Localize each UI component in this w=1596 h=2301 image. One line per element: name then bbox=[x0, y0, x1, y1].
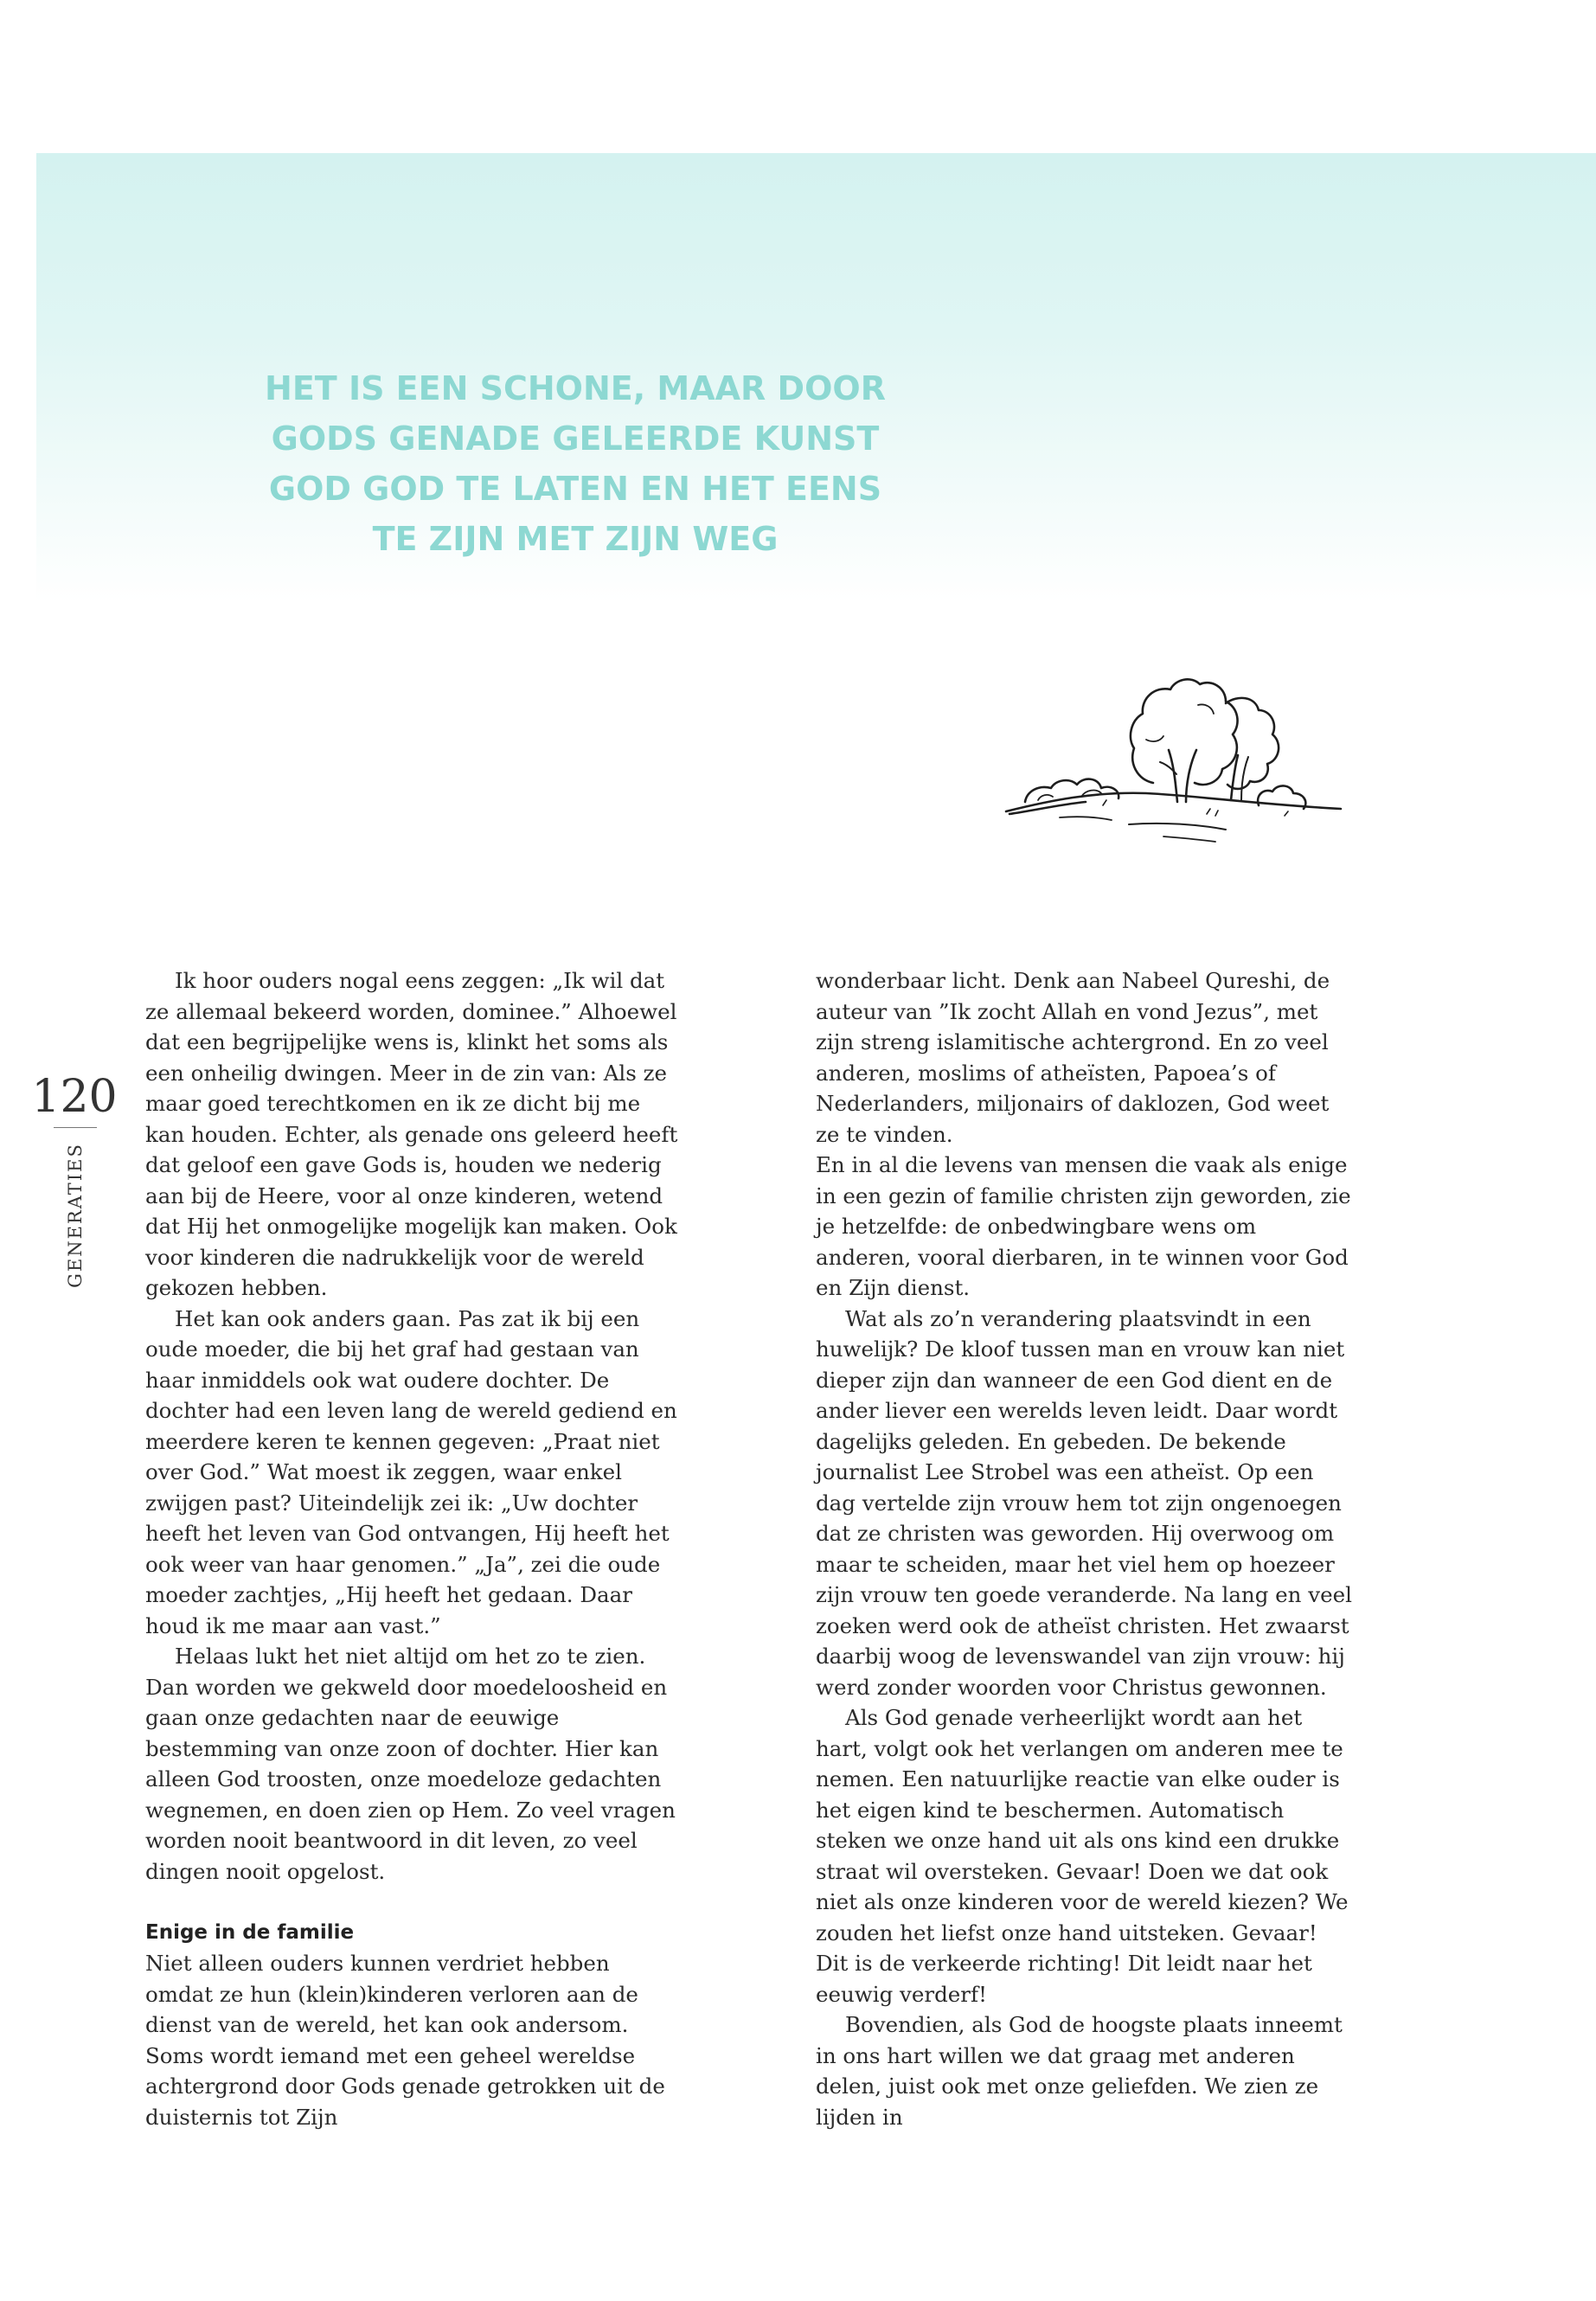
paragraph: Bovendien, als God de hoogste plaats inneemt in ons hart willen we dat graag met anderen delen, juist ook met onze geliefden. We zien ze lijden in bbox=[816, 2012, 1343, 2130]
page-number: 120 bbox=[31, 1071, 118, 1123]
paragraph: Niet alleen ouders kunnen verdriet hebben omdat ze hun (klein)kinderen verloren aan de dienst van de wereld, het kan ook andersom. Soms wordt iemand met een geheel wereldse achtergrond door Gods genade getrokken uit de duisternis tot Zijn bbox=[145, 1951, 665, 2130]
paragraph: wonderbaar licht. Denk aan Nabeel Qureshi, de auteur van ”Ik zocht Allah en vond Jezus”, met zijn streng islamitische achtergrond. En zo veel anderen, moslims of atheïsten, Papoea’s of Nederlanders, miljonairs of daklozen, God weet ze te vinden. bbox=[816, 968, 1330, 1147]
paragraph: Wat als zo’n verandering plaatsvindt in een huwelijk? De kloof tussen man en vrouw kan niet dieper zijn dan wanneer de een God dient en de ander liever een werelds leven leidt. Daar wordt dagelijks geleden. En gebeden. De bekende journalist Lee Strobel was een atheïst. Op een dag vertelde zijn vrouw hem tot zijn ongenoegen dat ze christen was geworden. Hij overwoog om maar te scheiden, maar het viel hem op hoezeer zijn vrouw ten goede veranderde. Na lang en veel zoeken werd ook de atheïst christen. Het zwaarst daarbij woog de levenswandel van zijn vrouw: hij werd zonder woorden voor Christus gewonnen. bbox=[816, 1305, 1352, 1700]
pull-quote-line: TE ZIJN MET ZIJN WEG bbox=[372, 520, 779, 558]
paragraph: Als God genade verheerlijkt wordt aan het hart, volgt ook het verlangen om anderen mee te nemen. Een natuurlijke reactie van elke ouder is het eigen kind te beschermen. Automatisch steken we onze hand uit als ons kind een drukke straat wil oversteken. Gevaar! Doen we dat ook niet als onze kinderen voor de wereld kiezen? We zouden het liefst onze hand uitsteken. Gevaar! Dit is de verkeerde richting! Dit leidt naar het eeuwig verderf! bbox=[816, 1705, 1349, 2007]
right-column bbox=[816, 965, 1352, 2132]
left-column bbox=[145, 965, 682, 2132]
paragraph: Helaas lukt het niet altijd om het zo te zien. Dan worden we gekweld door moedeloosheid en gaan onze gedachten naar de eeuwige bestemming van onze zoon of dochter. Hier kan alleen God troosten, onze moedeloze gedachten wegnemen, en doen zien op Hem. Zo veel vragen worden nooit beantwoord in dit leven, zo veel dingen nooit opgelost. bbox=[145, 1644, 676, 1884]
pull-quote-line: GODS GENADE GELEERDE KUNST bbox=[271, 420, 880, 458]
pull-quote-line: GOD GOD TE LATEN EN HET EENS bbox=[268, 470, 882, 508]
tree-landscape-icon bbox=[999, 653, 1345, 848]
paragraph: Ik hoor ouders nogal eens zeggen: „Ik wil dat ze allemaal bekeerd worden, dominee.” Alhoewel dat een begrijpelijke wens is, klinkt het soms als een onheilig dwingen. Meer in de zin van: Als ze maar goed terechtkomen en ik ze dicht bij me kan houden. Echter, als genade ons geleerd heeft dat geloof een gave Gods is, houden we nederig aan bij de Heere, voor al onze kinderen, wetend dat Hij het onmogelijke mogelijk kan maken. Ook voor kinderen die nadrukkelijk voor de wereld gekozen hebben. bbox=[145, 968, 678, 1300]
spacer bbox=[145, 1887, 682, 1918]
page-number-rule bbox=[54, 1127, 97, 1128]
paragraph: En in al die levens van mensen die vaak als enige in een gezin of familie christen zijn geworden, zie je hetzelfde: de onbedwingbare wens om anderen, vooral dierbaren, in te winnen voor God en Zijn dienst. bbox=[816, 1152, 1351, 1300]
running-head: GENERATIES bbox=[65, 1143, 86, 1288]
paragraph: Het kan ook anders gaan. Pas zat ik bij een oude moeder, die bij het graf had gestaan van haar inmiddels ook wat oudere dochter. De dochter had een leven lang de wereld gediend en meerdere keren te kennen gegeven: „Praat niet over God.” Wat moest ik zeggen, waar enkel zwijgen past? Uiteindelijk zei ik: „Uw dochter heeft het leven van God ontvangen, Hij heeft het ook weer van haar genomen.” „Ja”, zei die oude moeder zachtjes, „Hij heeft het gedaan. Daar houd ik me maar aan vast.” bbox=[145, 1305, 677, 1638]
subheading: Enige in de familie bbox=[145, 1920, 355, 1944]
pull-quote-line: HET IS EEN SCHONE, MAAR DOOR bbox=[265, 369, 886, 407]
pull-quote bbox=[260, 363, 891, 564]
